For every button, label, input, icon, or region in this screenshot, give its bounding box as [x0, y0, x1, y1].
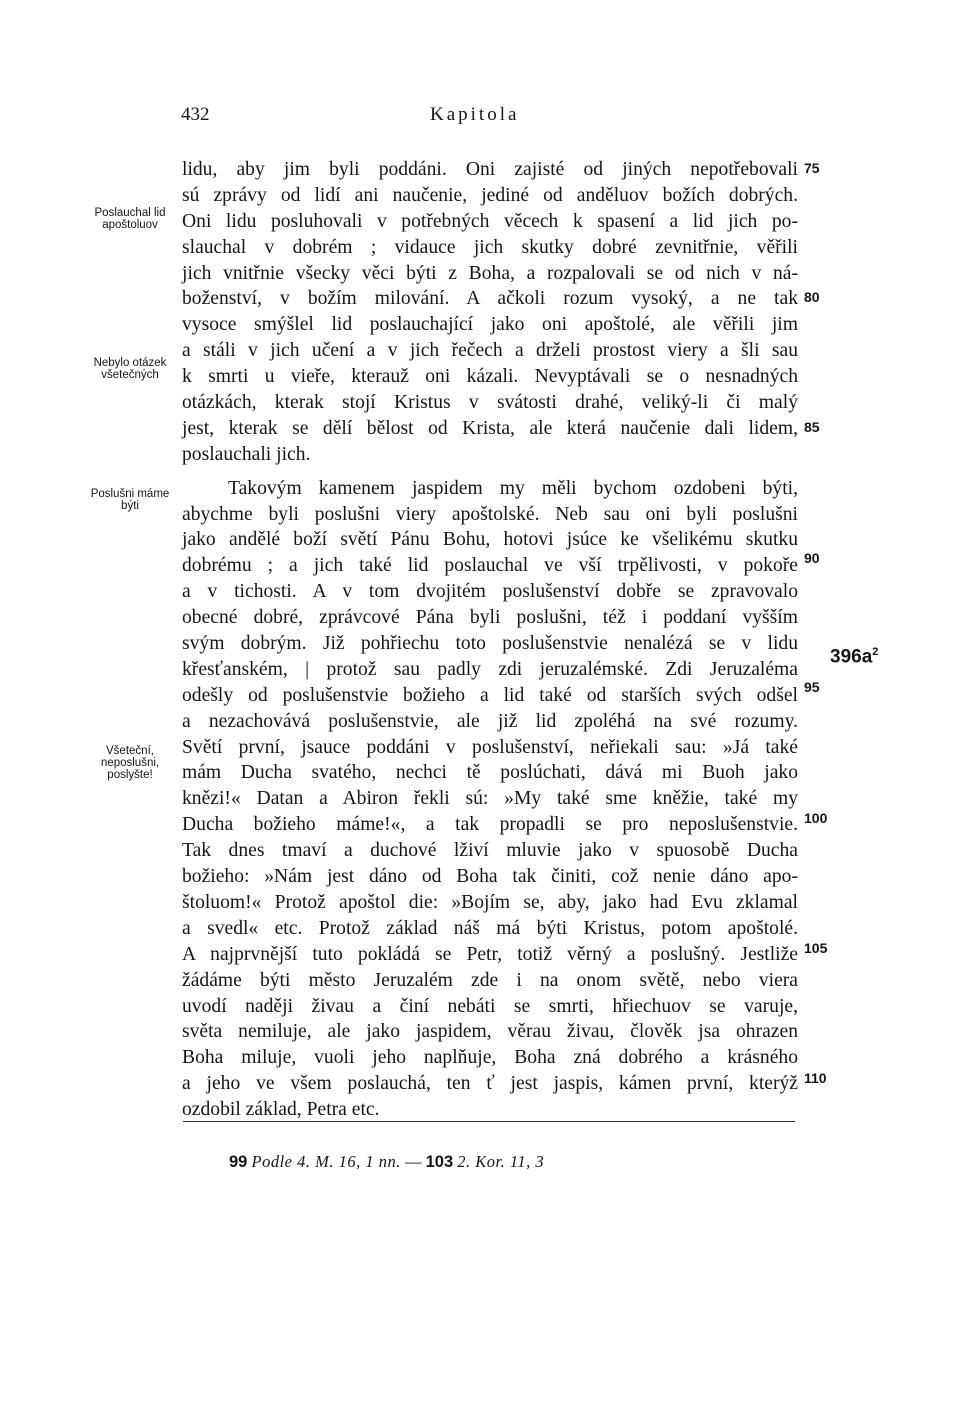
- text-line: a v tichosti. A v tom dvojitém poslušenství dobře se zpravovalo: [182, 581, 798, 603]
- line-number: 110: [804, 1070, 827, 1086]
- text-line: a nezachovává poslušenstvie, ale již lid zpoléhá na své rozumy.: [182, 710, 798, 732]
- line-number: 75: [804, 160, 820, 176]
- footnote-dash: —: [404, 1152, 422, 1171]
- text-line: Oni lidu posluhovali v potřebných věcech k spasení a lid jich po-: [182, 210, 798, 232]
- text-line: vysoce smýšlel lid poslauchající jako oni apoštolé, ale věřili jim: [182, 314, 798, 336]
- text-line: odešly od poslušenstvie božieho a lid také od starších svých odšel: [182, 684, 798, 706]
- text-line: štoluom!« Protož apoštol die: »Bojím se, aby, jako had Evu zklamal: [182, 891, 798, 913]
- running-title: Kapitola: [430, 104, 520, 125]
- text-line: Boha miluje, vuoli jeho naplňuje, Boha zná dobrého a krásného: [182, 1047, 798, 1069]
- text-line: Takovým kamenem jaspidem my měli bychom ozdobeni býti,: [228, 477, 798, 499]
- footnote-ref: 103: [425, 1153, 454, 1171]
- footnote-text: Podle 4. M. 16, 1 nn.: [251, 1152, 401, 1171]
- text-line: knězi!« Datan a Abiron řekli sú: »My také sme kněžie, také my: [182, 788, 798, 810]
- text-line: jako andělé boží světí Pánu Bohu, hotovi jsúce ke všelikému skutku: [182, 529, 798, 551]
- text-line: svým dobrým. Již pohřiechu toto poslušenstvie nenalézá se v lidu: [182, 633, 798, 655]
- text-line: obecné dobré, zprávcové Pána byli poslušni, též i poddaní vyšším: [182, 607, 798, 629]
- line-number: 95: [804, 679, 820, 695]
- line-number: 80: [804, 289, 820, 305]
- text-line: a stáli v jich učení a v jich řečech a drželi prostost viery a šli sau: [182, 340, 798, 362]
- marginal-note: Nebylo otázek všetečných: [93, 357, 167, 381]
- page-header: [0, 100, 960, 130]
- text-line: ozdobil základ, Petra etc.: [182, 1099, 380, 1121]
- text-line: žádáme býti město Jeruzalém zde i na onom světě, nebo viera: [182, 969, 798, 991]
- line-number: 85: [804, 419, 820, 435]
- text-line: jich vnitřnie všecky věci býti z Boha, a rozpalovali se od nich v ná-: [182, 262, 798, 284]
- folio-main: 396a: [830, 646, 873, 668]
- text-line: abychme byli poslušni viery apoštolské. Neb sau oni byli poslušni: [182, 503, 798, 525]
- main-text: [182, 157, 798, 1123]
- text-line: Tak dnes tmaví a duchové lživí mluvie jako v spuosobě Ducha: [182, 840, 798, 862]
- page-number: 432: [181, 104, 210, 125]
- footnote-divider: [183, 1121, 795, 1122]
- text-line: Světí první, jsauce poddáni v poslušenství, neřiekali sau: »Já také: [182, 736, 798, 758]
- text-line: božieho: »Nám jest dáno od Boha tak činiti, což nenie dáno apo-: [182, 866, 798, 888]
- folio-sup: 2: [872, 646, 879, 658]
- footnote-ref: 99: [229, 1153, 248, 1171]
- text-line: Ducha božieho máme!«, a tak propadli se pro neposlušenstvie.: [182, 814, 798, 836]
- line-number: 105: [804, 940, 828, 956]
- text-line: dobrému ; a jich také lid poslauchal ve vší trpělivosti, v pokoře: [182, 555, 798, 577]
- text-line: boženství, v božím milování. A ačkoli rozum vysoký, a ne tak: [182, 288, 798, 310]
- text-line: slauchal v dobrém ; vidauce jich skutky dobré zevnitřnie, věřili: [182, 236, 798, 258]
- footnote: [229, 1152, 544, 1172]
- text-line: uvodí naději živau a činí nebáti se smrti, hřiechuov se varuje,: [182, 995, 798, 1017]
- marginal-note: Všeteční, neposlušni, poslyšte!: [100, 745, 160, 781]
- text-line: a jeho ve všem poslauchá, ten ť jest jaspis, kámen první, kterýž: [182, 1073, 798, 1095]
- text-line: A najprvnější tuto pokládá se Petr, totiž věrný a poslušný. Jestliže: [182, 943, 798, 965]
- footnote-text: 2. Kor. 11, 3: [457, 1152, 545, 1171]
- folio-mark: [830, 646, 878, 668]
- marginal-note: Poslušni máme býti: [90, 488, 170, 512]
- text-line: mám Ducha svatého, nechci tě poslúchati, dává mi Buoh jako: [182, 762, 798, 784]
- text-line: světa nemiluje, ale jako jaspidem, věrau živau, člověk jsa ohrazen: [182, 1021, 798, 1043]
- text-line: a svedl« etc. Protož základ náš má býti Kristus, potom apoštolé.: [182, 917, 798, 939]
- text-line: k smrti u vieře, kterauž oni kázali. Nevyptávali se o nesnadných: [182, 366, 798, 388]
- text-line: lidu, aby jim byli poddáni. Oni zajisté od jiných nepotřebovali: [182, 159, 798, 180]
- text-line: křesťanském, | protož sau padly zdi jeruzalémské. Zdi Jeruzaléma: [182, 658, 798, 680]
- line-number: 90: [804, 550, 820, 566]
- line-number: 100: [804, 810, 828, 826]
- marginal-note: Poslauchal lid apoštoluov: [94, 207, 166, 231]
- text-line: poslauchali jich.: [182, 443, 311, 465]
- text-line: jest, kterak se dělí bělost od Krista, ale která naučenie dali lidem,: [182, 417, 798, 439]
- text-line: otázkách, kterak stojí Kristus v svátosti drahé, veliký-li či malý: [182, 392, 798, 414]
- text-line: sú zprávy od lidí ani naučenie, jediné od anděluov božích dobrých.: [182, 184, 798, 206]
